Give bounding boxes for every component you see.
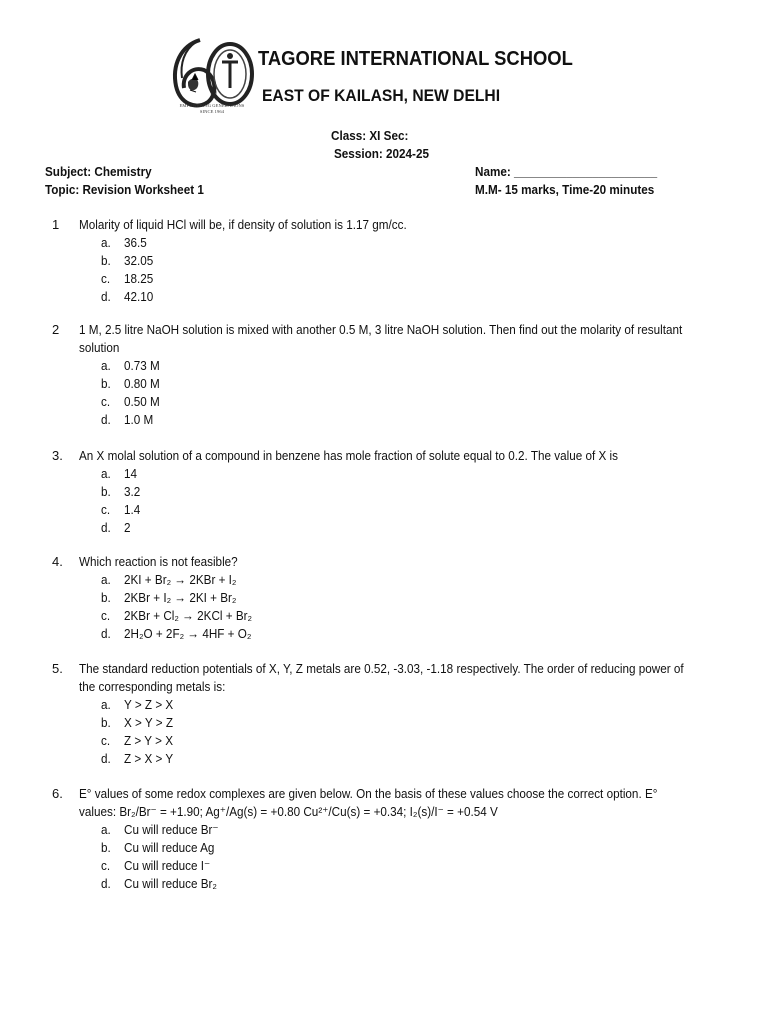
class-line: Class: XI Sec: xyxy=(331,128,409,143)
option-text: 2KBr + Cl₂ → 2KCl + Br₂ xyxy=(124,608,253,623)
option-label: b. xyxy=(101,715,111,730)
option-text: 0.73 M xyxy=(124,358,160,373)
topic-line: Topic: Revision Worksheet 1 xyxy=(45,182,204,197)
question-line: solution xyxy=(79,340,120,355)
question-line: E° values of some redox complexes are given below. On the basis of these values choose the correct option. E° xyxy=(79,786,658,801)
option-label: c. xyxy=(101,502,111,517)
option-text: 14 xyxy=(124,466,138,481)
option-text: 2KBr + I₂ → 2KI + Br₂ xyxy=(124,590,237,605)
question-text xyxy=(79,321,729,357)
option-label: d. xyxy=(101,520,111,535)
option-text: Cu will reduce Br₂ xyxy=(124,876,217,891)
question-number: 3. xyxy=(52,448,63,463)
option-text: 1.4 xyxy=(124,502,141,517)
option-label: c. xyxy=(101,858,111,873)
option-text: 32.05 xyxy=(124,253,154,268)
option-label: a. xyxy=(101,697,111,712)
option-text: 36.5 xyxy=(124,235,147,250)
option-text: Cu will reduce Ag xyxy=(124,840,215,855)
question-line: The standard reduction potentials of X, Y, Z metals are 0.52, -3.03, -1.18 respectively. The order of reducing power of xyxy=(79,661,684,676)
option-label: b. xyxy=(101,590,111,605)
svg-text:सा: सा xyxy=(212,80,216,85)
option-text: Z > X > Y xyxy=(124,751,174,766)
question-text xyxy=(79,216,729,234)
logo-caption xyxy=(170,103,254,115)
option-text: Cu will reduce Br⁻ xyxy=(124,822,219,837)
option-label: a. xyxy=(101,235,111,250)
option-label: c. xyxy=(101,394,111,409)
option-text: X > Y > Z xyxy=(124,715,174,730)
question-line: An X molal solution of a compound in benzene has mole fraction of solute equal to 0.2. The value of X is xyxy=(79,448,618,463)
option-label: a. xyxy=(101,572,111,587)
question-number: 2 xyxy=(52,322,60,337)
question-number: 4. xyxy=(52,554,63,569)
question-number: 6. xyxy=(52,786,63,801)
logo-caption-line-1: EMPOWERING GENERATIONS xyxy=(179,103,245,108)
option-text: 2KI + Br₂ → 2KBr + I₂ xyxy=(124,572,237,587)
question-line: Molarity of liquid HCl will be, if density of solution is 1.17 gm/cc. xyxy=(79,217,407,232)
question-line: values: Br₂/Br⁻ = +1.90; Ag⁺/Ag(s) = +0.80 Cu²⁺/Cu(s) = +0.34; I₂(s)/I⁻ = +0.54 V xyxy=(79,804,498,819)
question-line: Which reaction is not feasible? xyxy=(79,554,238,569)
option-text: 0.50 M xyxy=(124,394,160,409)
question-line: 1 M, 2.5 litre NaOH solution is mixed with another 0.5 M, 3 litre NaOH solution. Then find out the molarity of resultant xyxy=(79,322,683,337)
option-label: c. xyxy=(101,608,111,623)
question-text xyxy=(79,447,729,465)
marks-line: M.M- 15 marks, Time-20 minutes xyxy=(475,182,655,197)
question-text xyxy=(79,660,729,696)
option-text: 3.2 xyxy=(124,484,141,499)
logo-caption-line-2: SINCE 1964 xyxy=(199,109,225,114)
option-label: a. xyxy=(101,466,111,481)
question-number: 1 xyxy=(52,217,60,232)
option-label: d. xyxy=(101,876,111,891)
school-location: EAST OF KAILASH, NEW DELHI xyxy=(262,86,501,105)
option-label: b. xyxy=(101,376,111,391)
option-text: 18.25 xyxy=(124,271,154,286)
school-name: TAGORE INTERNATIONAL SCHOOL xyxy=(258,48,573,70)
session-line: Session: 2024-25 xyxy=(334,146,429,161)
option-text: Y > Z > X xyxy=(124,697,174,712)
option-label: d. xyxy=(101,289,111,304)
option-label: d. xyxy=(101,626,111,641)
option-label: c. xyxy=(101,271,111,286)
option-text: 2H₂O + 2F₂ → 4HF + O₂ xyxy=(124,626,252,641)
option-label: b. xyxy=(101,840,111,855)
question-text xyxy=(79,785,729,821)
option-text: 2 xyxy=(124,520,131,535)
option-label: a. xyxy=(101,822,111,837)
option-text: Z > Y > X xyxy=(124,733,174,748)
option-text: 0.80 M xyxy=(124,376,160,391)
option-label: d. xyxy=(101,751,111,766)
subject-line: Subject: Chemistry xyxy=(45,164,152,179)
option-label: b. xyxy=(101,484,111,499)
option-text: 42.10 xyxy=(124,289,154,304)
option-label: a. xyxy=(101,358,111,373)
option-label: b. xyxy=(101,253,111,268)
question-text xyxy=(79,553,729,571)
option-label: d. xyxy=(101,412,111,427)
option-text: 1.0 M xyxy=(124,412,154,427)
option-label: c. xyxy=(101,733,111,748)
question-number: 5. xyxy=(52,661,63,676)
name-line: Name: ______________________ xyxy=(475,164,658,179)
option-text: Cu will reduce I⁻ xyxy=(124,858,211,873)
svg-text:मुक्त: मुक्त xyxy=(210,90,217,95)
question-line: the corresponding metals is: xyxy=(79,679,226,694)
